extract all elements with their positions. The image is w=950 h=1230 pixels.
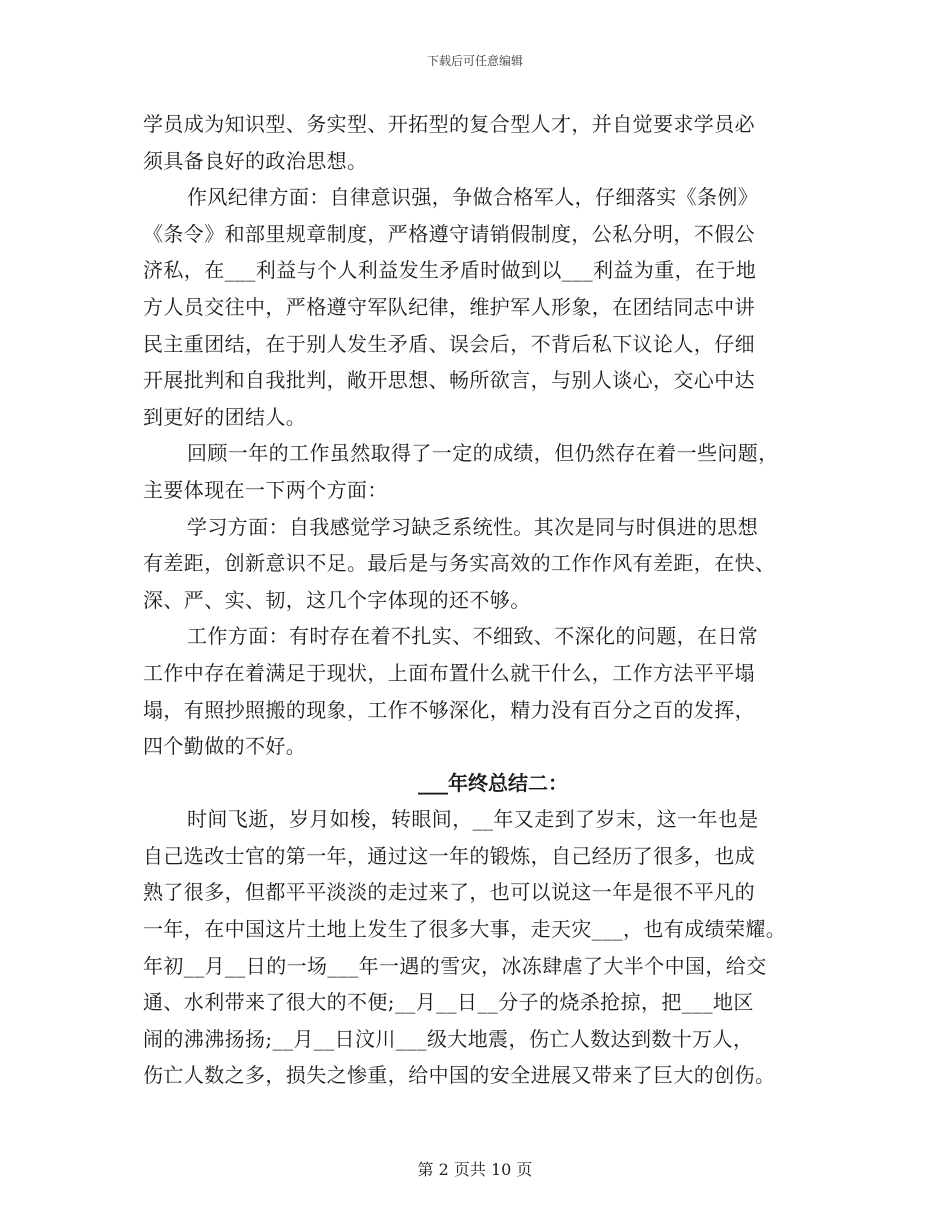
paragraph-line: 到更好的团结人。 xyxy=(143,404,307,429)
paragraph-line: 方人员交往中，严格遵守军队纪律，维护军人形象，在团结同志中讲 xyxy=(143,294,755,319)
paragraph-line: 学员成为知识型、务实型、开拓型的复合型人才，并自觉要求学员必 xyxy=(143,112,755,136)
paragraph-line: 自己选改士官的第一年，通过这一年的锻炼，自己经历了很多，也成 xyxy=(143,843,755,868)
paragraph-line: 四个勤做的不好。 xyxy=(143,734,307,759)
paragraph-line: 《条令》和部里规章制度，严格遵守请销假制度，公私分明，不假公 xyxy=(143,221,755,246)
paragraph-line: 年初__月__日的一场___年一遇的雪灾，冰冻肆虐了大半个中国，给交 xyxy=(143,953,767,978)
paragraph-line: 须具备良好的政治思想。 xyxy=(143,148,368,173)
paragraph-line: 主要体现在一下两个方面： xyxy=(143,477,388,502)
paragraph-line: 塌，有照抄照搬的现象，工作不够深化，精力没有百分之百的发挥， xyxy=(143,697,755,722)
document-body xyxy=(143,106,823,1094)
paragraph-line: 民主重团结，在于别人发生矛盾、误会后，不背后私下议论人，仔细 xyxy=(143,331,755,356)
paragraph-line: 一年，在中国这片土地上发生了很多大事，走天灾___，也有成绩荣耀。 xyxy=(143,917,787,942)
paragraph-line: 伤亡人数之多，损失之惨重，给中国的安全进展又带来了巨大的创伤。 xyxy=(143,1063,776,1088)
paragraph-line: 通、水利带来了很大的不便;__月__日__分子的烧杀抢掠，把___地区 xyxy=(143,990,754,1015)
paragraph-line: 回顾一年的工作虽然取得了一定的成绩，但仍然存在着一些问题， xyxy=(187,441,779,466)
paragraph-line: 工作中存在着满足于现状，上面布置什么就干什么，工作方法平平塌 xyxy=(143,660,755,685)
paragraph-line: 济私，在___利益与个人利益发生矛盾时做到以___利益为重，在于地 xyxy=(143,258,757,283)
paragraph-line: 工作方面：有时存在着不扎实、不细致、不深化的问题，在日常 xyxy=(187,624,759,649)
paragraph-line: 深、严、实、韧，这几个字体现的还不够。 xyxy=(143,587,531,612)
paragraph-line: 时间飞逝，岁月如梭，转眼间，__年又走到了岁末，这一年也是 xyxy=(187,807,759,832)
page-footer: 第 2 页共 10 页 xyxy=(417,1160,533,1179)
paragraph-line: 开展批判和自我批判，敞开思想、畅所欲言，与别人谈心，交心中达 xyxy=(143,368,755,393)
section-title: ___年终总结二： xyxy=(418,770,568,795)
page-header: 下载后可任意编辑 xyxy=(426,54,523,68)
paragraph-line: 有差距，创新意识不足。最后是与务实高效的工作作风有差距，在快、 xyxy=(143,551,776,576)
paragraph-line: 学习方面：自我感觉学习缺乏系统性。其次是同与时俱进的思想 xyxy=(187,514,759,539)
paragraph-line: 熟了很多，但都平平淡淡的走过来了，也可以说这一年是很不平凡的 xyxy=(143,880,755,905)
paragraph-line: 作风纪律方面：自律意识强，争做合格军人，仔细落实《条例》 xyxy=(187,185,759,210)
paragraph-line: 闹的沸沸扬扬;__月__日汶川___级大地震，伤亡人数达到数十万人， xyxy=(143,1026,754,1051)
